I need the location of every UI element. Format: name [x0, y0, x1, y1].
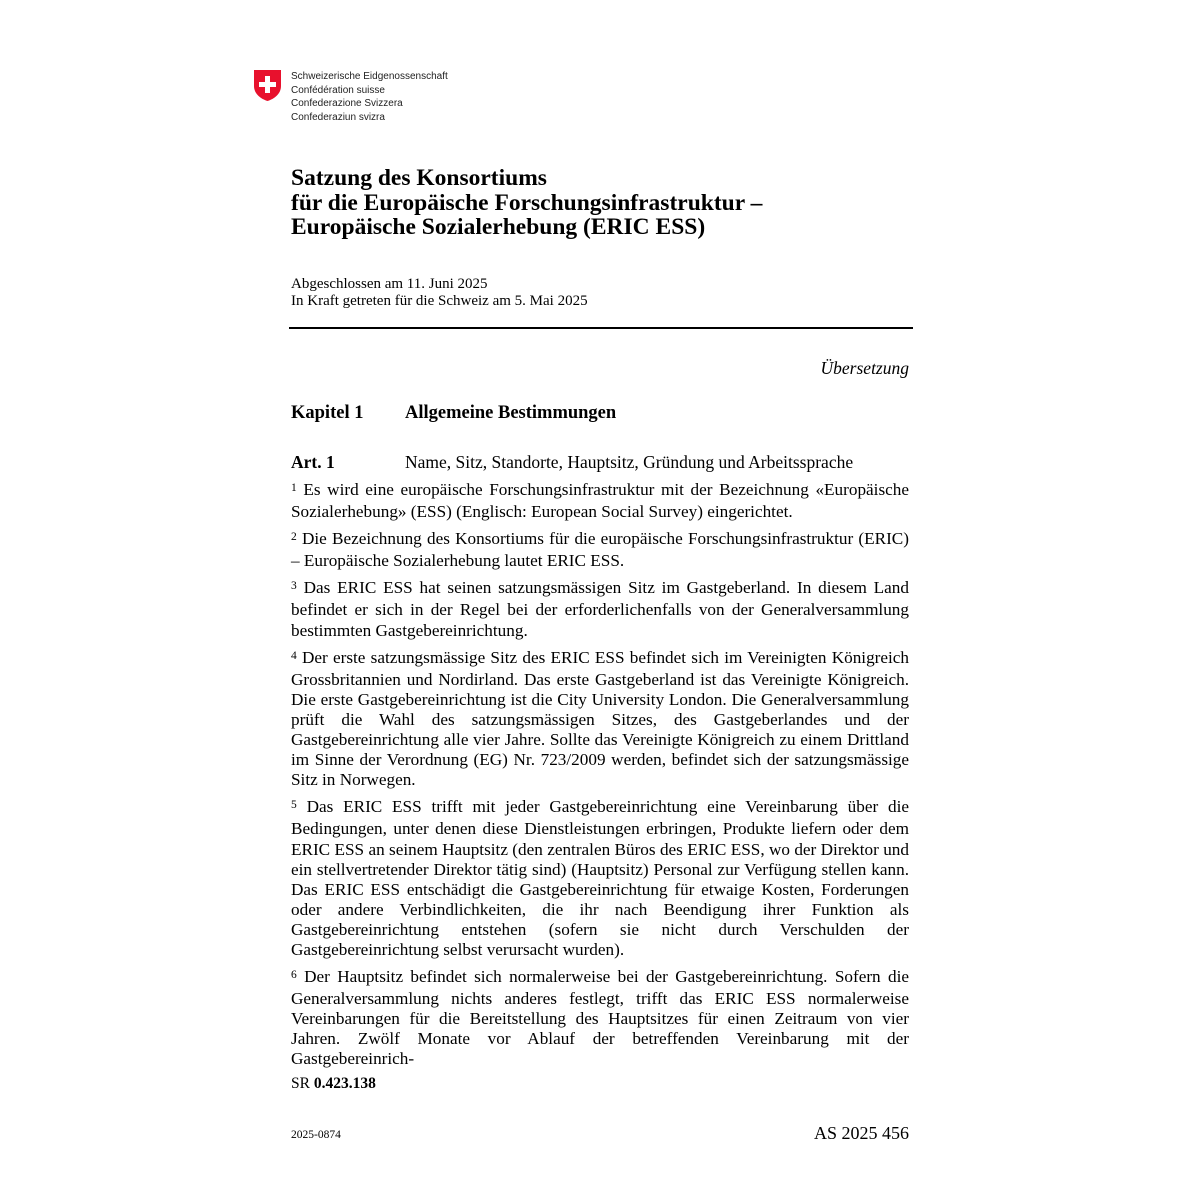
paragraph-number: 1	[291, 482, 297, 494]
paragraph	[291, 648, 909, 791]
header-divider	[289, 327, 913, 329]
article-heading	[291, 450, 853, 474]
paragraph-text: Die Bezeichnung des Konsortiums für die europäische Forschungsinfrastruktur (ERIC) – Europäische Sozialerhebung lautet ERIC ESS.	[291, 529, 909, 571]
paragraph-text: Der erste satzungsmässige Sitz des ERIC ESS befindet sich im Vereinigten Königreich Grossbritannien und Nordirland. Das erste Gastgeberland ist das Vereinigte Königreich. Die erste Gastgebereinrichtung ist die City University London. Die Generalversammlung prüft die Wahl des satzungsmässigen Sitzes, des Gastgeberlandes und der Gastgebereinrichtung alle vier Jahre. Sollte das Vereinigte Königreich zu einem Drittland im Sinne der Verordnung (EG) Nr. 723/2009 werden, befindet sich der satzungsmässige Sitz in Norwegen.	[291, 647, 910, 790]
paragraph-number: 6	[291, 969, 297, 982]
paragraph-text: Das ERIC ESS hat seinen satzungsmässigen Sitz im Gastgeberland. In diesem Land befindet er sich in der Regel bei der erforderlichenfalls von der Generalversammlung bestimmten Gastgebereinrichtung.	[291, 578, 909, 640]
chapter-number: Kapitel 1	[291, 403, 364, 423]
paragraph	[291, 529, 909, 571]
title-line-3: Europäische Sozialerhebung (ERIC ESS)	[291, 214, 706, 240]
confederation-line-it: Confederazione Svizzera	[291, 98, 403, 109]
sr-prefix: SR	[291, 1075, 310, 1092]
as-reference: AS 2025 456	[813, 1123, 909, 1143]
document-id: 2025-0874	[291, 1129, 341, 1141]
article-body	[291, 480, 909, 1077]
confederation-names	[291, 70, 448, 124]
in-force-date: In Kraft getreten für die Schweiz am 5. Mai 2025	[291, 292, 588, 309]
sr-number: 0.423.138	[313, 1075, 376, 1092]
document-dates	[291, 276, 588, 309]
chapter-heading	[291, 401, 616, 425]
paragraph-number: 2	[291, 531, 297, 544]
paragraph-number: 5	[291, 799, 297, 812]
article-number: Art. 1	[291, 452, 335, 472]
translation-label: Übersetzung	[820, 358, 909, 378]
confederation-line-de: Schweizerische Eidgenossenschaft	[291, 71, 448, 82]
swiss-cross-shield-icon	[253, 69, 282, 102]
title-line-1: Satzung des Konsortiums	[291, 165, 547, 191]
article-title: Name, Sitz, Standorte, Hauptsitz, Gründung und Arbeitssprache	[405, 452, 854, 472]
chapter-title: Allgemeine Bestimmungen	[405, 403, 617, 423]
concluded-date: Abgeschlossen am 11. Juni 2025	[291, 276, 488, 292]
paragraph	[291, 967, 909, 1069]
paragraph	[291, 578, 909, 640]
paragraph-text: Es wird eine europäische Forschungsinfrastruktur mit der Bezeichnung «Europäische Sozialerhebung» (ESS) (Englisch: European Social Survey) eingerichtet.	[291, 480, 909, 522]
paragraph	[291, 797, 909, 960]
paragraph-text: Das ERIC ESS trifft mit jeder Gastgebereinrichtung eine Vereinbarung über die Bedingungen, unter denen diese Dienstleistungen erbringen, Produkte liefern oder dem ERIC ESS an seinem Hauptsitz (den zentralen Büros des ERIC ESS, wo der Direktor und ein stellvertretender Direktor tätig sind) (Hauptsitz) Personal zur Verfügung stellen kann. Das ERIC ESS entschädigt die Gastgebereinrichtung für etwaige Kosten, Forderungen oder andere Verbindlichkeiten, die ihr nach Beendigung ihrer Funktion als Gastgebereinrichtung entstehen (sofern sie nicht durch Verschulden der Gastgebereinrichtung selbst verursacht wurden).	[291, 797, 909, 959]
confederation-line-fr: Confédération suisse	[291, 84, 385, 96]
paragraph-text: Der Hauptsitz befindet sich normalerweise bei der Gastgebereinrichtung. Sofern die Generalversammlung nichts anderes festlegt, trifft das ERIC ESS normalerweise Vereinbarungen für die Bereitstellung des Hauptsitzes für einen Zeitraum von vier Jahren. Zwölf Monate vor Ablauf der betreffenden Vereinbarung mit der Gastgebereinrich-	[291, 967, 909, 1069]
paragraph	[291, 480, 909, 522]
sr-reference	[291, 1074, 376, 1094]
confederation-line-rm: Confederaziun svizra	[291, 111, 385, 123]
document-title	[291, 166, 911, 240]
swiss-cross-shield-svg	[253, 69, 282, 102]
title-line-2: für die Europäische Forschungsinfrastruktur –	[291, 189, 763, 216]
paragraph-number: 4	[291, 649, 297, 662]
paragraph-number: 3	[291, 580, 297, 593]
